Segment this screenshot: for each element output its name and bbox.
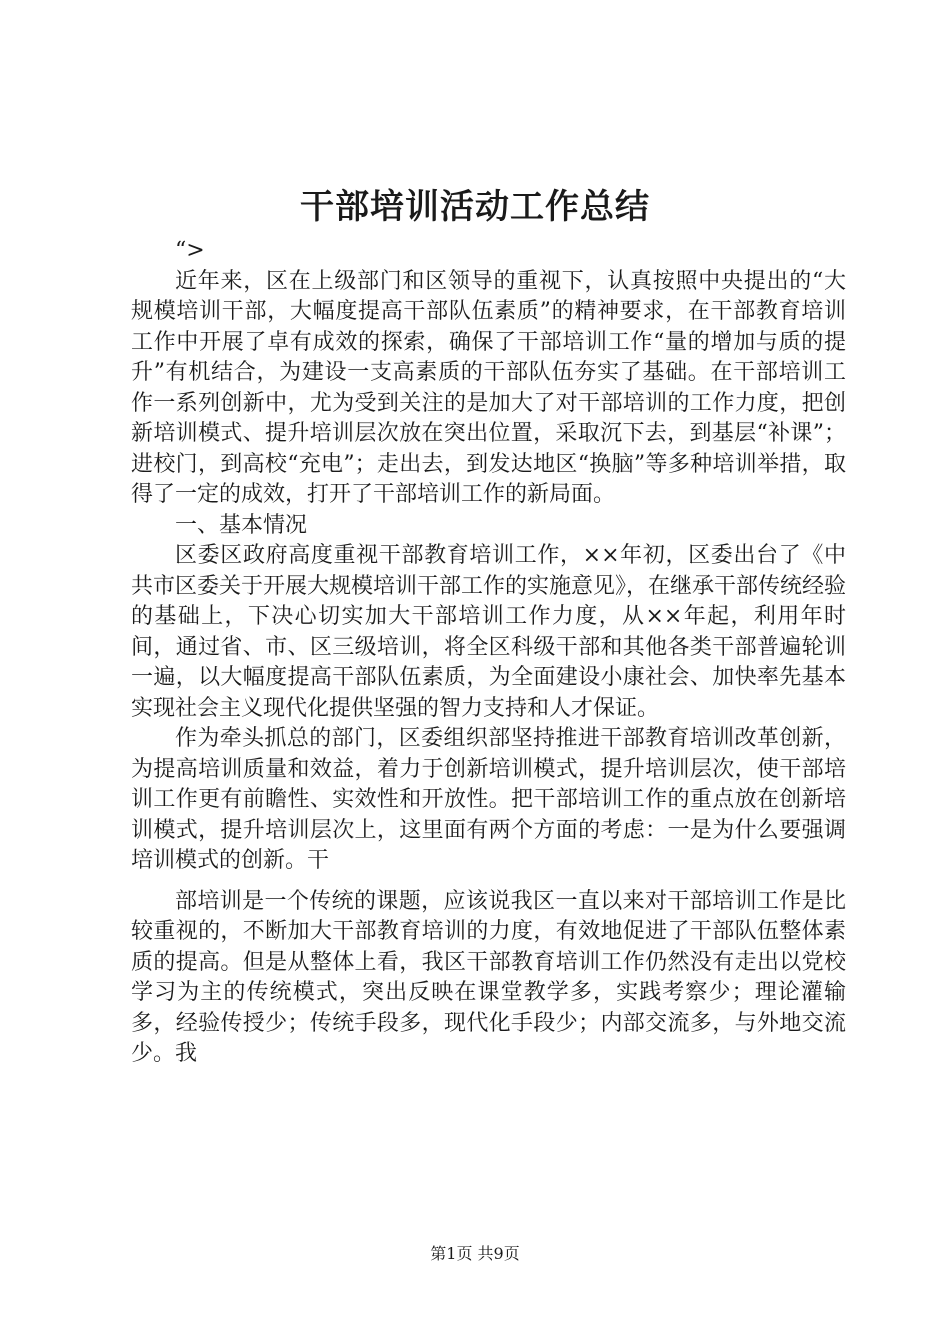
paragraph-gap [131, 877, 846, 887]
paragraph-organization-department: 作为牵头抓总的部门，区委组织部坚持推进干部教育培训改革创新，为提高培训质量和效益，着力于创新培训模式，提升培训层次，使干部培训工作更有前瞻性、实效性和开放性。把干部培训工作的重点放在创新培训模式，提升培训层次上，这里面有两个方面的考虑：一是为什么要强调培训模式的创新。干 [131, 726, 846, 873]
paragraph-marker: “> [175, 238, 205, 263]
paragraph-basic-situation: 区委区政府高度重视干部教育培训工作，××年初，区委出台了《中共市区委关于开展大规模培训干部工作的实施意见》，在继承干部传统经验的基础上，下决心切实加大干部培训工作力度，从××年起，利用年时间，通过省、市、区三级培训，将全区科级干部和其他各类干部普遍轮训一遍，以大幅度提高干部队伍素质，为全面建设小康社会、加快率先基本实现社会主义现代化提供坚强的智力支持和人才保证。 [131, 543, 847, 721]
document-body [131, 236, 846, 1070]
document-title: 干部培训活动工作总结 [300, 187, 650, 227]
paragraph-training-tradition: 部培训是一个传统的课题，应该说我区一直以来对干部培训工作是比较重视的，不断加大干部教育培训的力度，有效地促进了干部队伍整体素质的提高。但是从整体上看，我区干部教育培训工作仍然没有走出以党校学习为主的传统模式，突出反映在课堂教学多，实践考察少；理论灌输多，经验传授少；传统手段多，现代化手段少；内部交流多，与外地交流少。我 [131, 888, 846, 1066]
page-number: 第1页 共9页 [430, 1244, 520, 1263]
section-heading-basic-situation: 一、基本情况 [175, 512, 308, 538]
paragraph-intro: 近年来，区在上级部门和区领导的重视下，认真按照中央提出的“大规模培训干部，大幅度提高干部队伍素质”的精神要求，在干部教育培训工作中开展了卓有成效的探索，确保了干部培训工作“量的增加与质的提升”有机结合，为建设一支高素质的干部队伍夯实了基础。在干部培训工作一系列创新中，尤为受到关注的是加大了对干部培训的工作力度，把创新培训模式、提升培训层次放在突出位置，采取沉下去，到基层“补课”；进校门，到高校“充电”；走出去，到发达地区“换脑”等多种培训举措，取得了一定的成效，打开了干部培训工作的新局面。 [131, 268, 846, 507]
